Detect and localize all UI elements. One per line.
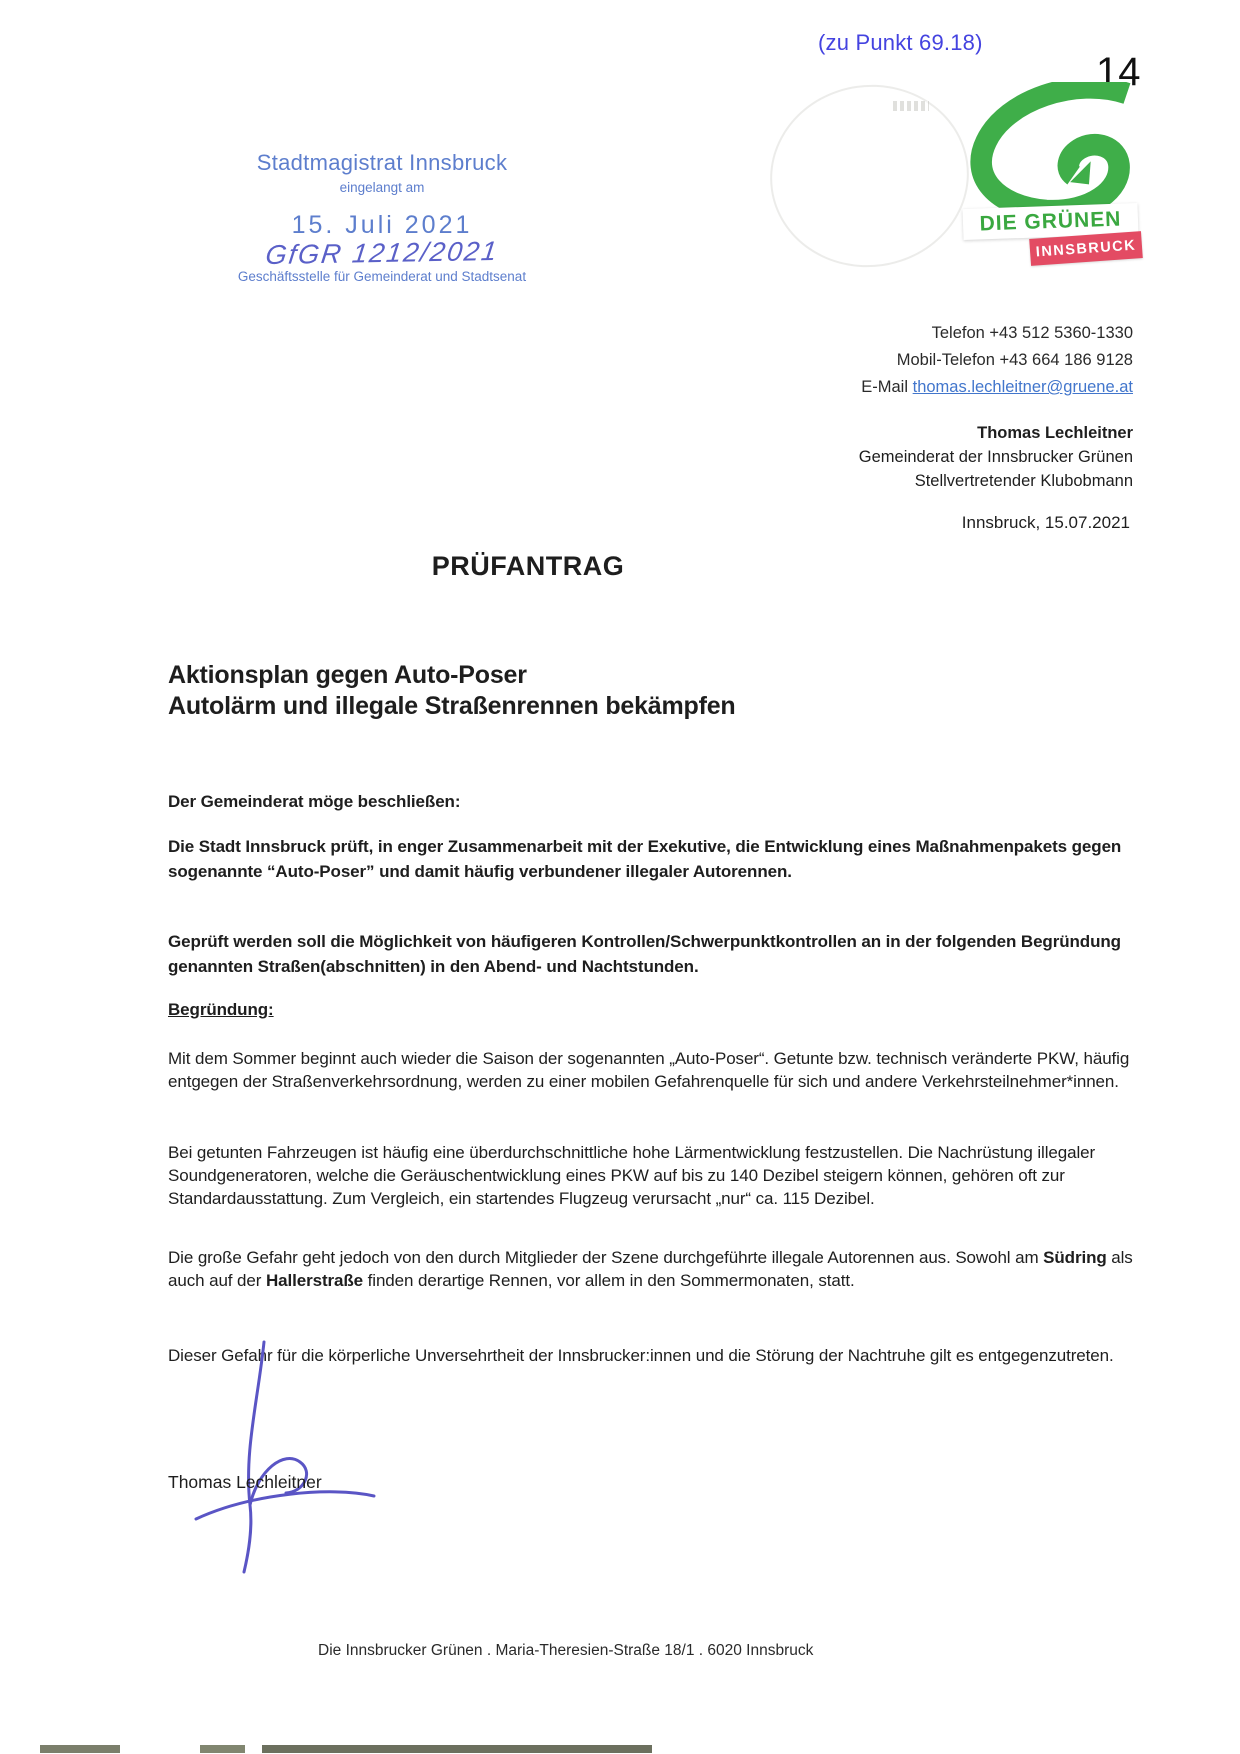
footer-address: Die Innsbrucker Grünen . Maria-Theresien-Straße 18/1 . 6020 Innsbruck (318, 1642, 814, 1659)
resolution-lead: Der Gemeinderat möge beschließen: (168, 792, 461, 811)
stamp-date: 15. Juli 2021 (291, 211, 473, 239)
document-type-heading: PRÜFANTRAG (431, 551, 625, 581)
motion-title (168, 660, 736, 722)
agenda-reference-note: (zu Punkt 69.18) (818, 30, 983, 55)
email-label: E-Mail (861, 378, 909, 396)
sender-name: Thomas Lechleitner (977, 424, 1133, 442)
paragraph-justification-4: Dieser Gefahr für die körperliche Unversehrtheit der Innsbrucker:innen und die Störung der Nachtruhe gilt es entgegenzutreten. (168, 1346, 1114, 1365)
stamp-department: Geschäftsstelle für Gemeinderat und Stadtsenat (237, 269, 527, 284)
page-number: 14 (1096, 50, 1141, 94)
signature-name: Thomas Lechleitner (168, 1472, 322, 1492)
paragraph-justification-1: Mit dem Sommer beginnt auch wieder die Saison der sogenannten „Auto-Poser“. Getunte bzw. technisch veränderte PKW, häufig entgegen der Straßenverkehrsordnung, werden zu einer mobilen Gefahrenquelle für sich und andere Verkehrsteilnehmer*innen. (168, 1049, 1130, 1091)
sender-block (859, 421, 1133, 493)
innsbruck-label: INNSBRUCK (1035, 237, 1137, 260)
email-line (861, 374, 1133, 401)
p5-bold-suedring: Südring (1043, 1248, 1107, 1267)
sender-role-1: Gemeinderat der Innsbrucker Grünen (858, 448, 1133, 466)
handwritten-signature (175, 1325, 405, 1580)
stamp-handwritten-reference: GfGR 1212/2021 (263, 235, 501, 271)
motion-title-line-2: Autolärm und illegale Straßenrennen bekämpfen (168, 692, 736, 720)
scan-artifact-strip (262, 1745, 652, 1753)
sender-role-2: Stellvertretender Klubobmann (914, 472, 1133, 490)
phone-line: Telefon +43 512 5360-1330 (931, 324, 1133, 342)
scan-artifact-strip (40, 1745, 120, 1753)
stamp-office: Stadtmagistrat Innsbruck (256, 150, 508, 175)
p5-text: Die große Gefahr geht jedoch von den durch Mitglieder der Szene durchgeführte illegale Autorennen aus. Sowohl am (168, 1248, 1044, 1267)
motion-title-line-1: Aktionsplan gegen Auto-Poser (168, 661, 527, 689)
justification-heading: Begründung: (168, 1000, 274, 1019)
die-gruenen-label: DIE GRÜNEN (979, 207, 1122, 235)
paragraph-justification-3 (168, 1246, 1136, 1292)
stamp-received-label: eingelangt am (339, 180, 425, 195)
contact-block (861, 320, 1133, 401)
p5-text: als auch auf der (168, 1248, 1133, 1290)
p5-text: finden derartige Rennen, vor allem in den Sommermonaten, statt. (363, 1271, 855, 1290)
email-link[interactable]: thomas.lechleitner@gruene.at (912, 378, 1133, 396)
faint-pencil-circle (758, 72, 980, 280)
scan-artifact-strip (200, 1745, 245, 1753)
place-date-line: Innsbruck, 15.07.2021 (961, 513, 1130, 532)
receipt-stamp (222, 150, 542, 284)
green-g-icon (960, 82, 1145, 222)
mobile-line: Mobil-Telefon +43 664 186 9128 (896, 351, 1133, 369)
paragraph-resolution-1: Die Stadt Innsbruck prüft, in enger Zusammenarbeit mit der Exekutive, die Entwicklung eines Maßnahmenpakets gegen sogenannte “Auto-Poser” und damit häufig verbundener illegaler Autorennen. (168, 837, 1122, 881)
paragraph-justification-2: Bei getunten Fahrzeugen ist häufig eine überdurchschnittliche hohe Lärmentwicklung festzustellen. Die Nachrüstung illegaler Soundgeneratoren, welche die Geräuschentwicklung eines PKW auf bis zu 140 Dezibel steigern können, gehören oft zur Standardausstattung. Zum Vergleich, ein startendes Flugzeug verursacht „nur“ ca. 115 Dezibel. (168, 1143, 1096, 1208)
faint-pencil-marks (893, 101, 929, 111)
paragraph-resolution-2: Geprüft werden soll die Möglichkeit von häufigeren Kontrollen/Schwerpunktkontrollen an in der folgenden Begründung genannten Straßen(abschnitten) in den Abend- und Nachtstunden. (168, 932, 1121, 976)
p5-bold-hallerstrasse: Hallerstraße (265, 1271, 364, 1290)
